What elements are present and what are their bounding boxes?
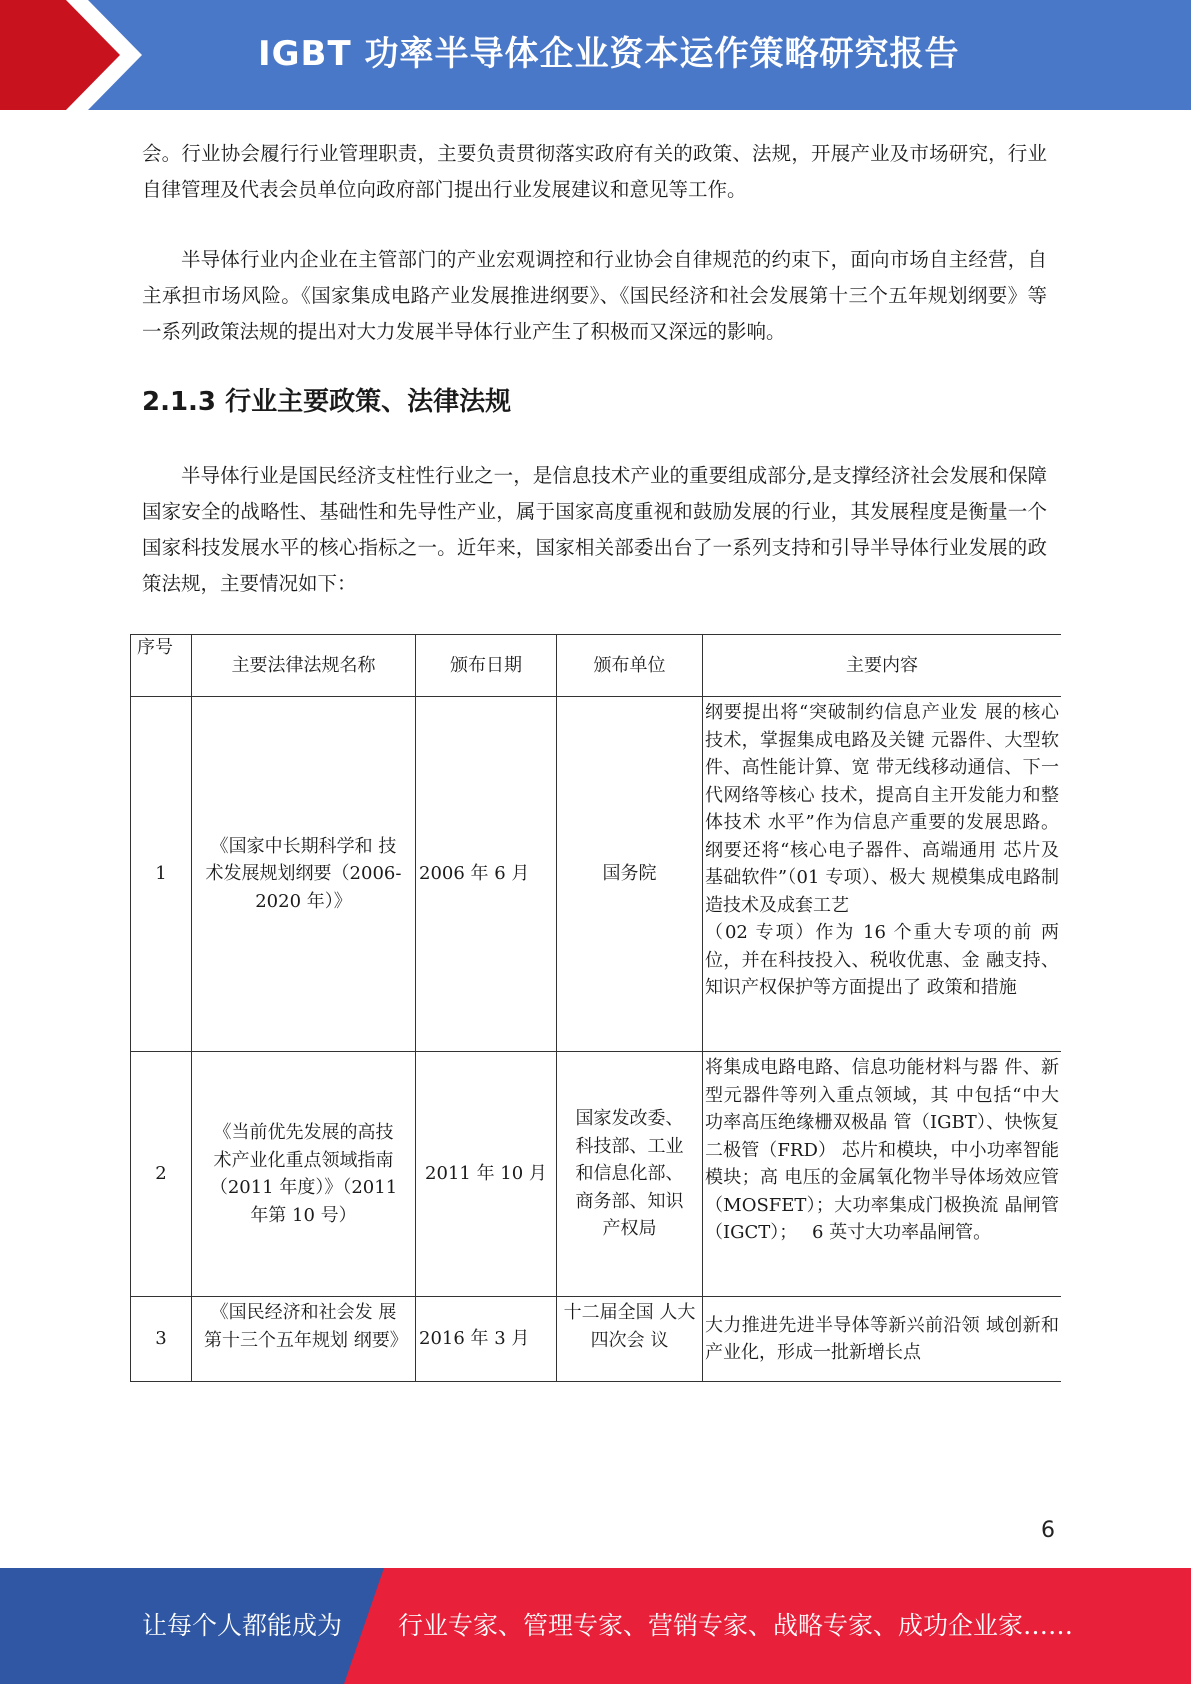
footer-slogan-right: 行业专家、管理专家、营销专家、战略专家、成功企业家…… (398, 1611, 1074, 1640)
cell-no: 1 (131, 697, 192, 1052)
paragraph-industry-association: 会。行业协会履行行业管理职责，主要负责贯彻落实政府有关的政策、法规，开展产业及市场研究，行业自律管理及代表会员单位向政府部门提出行业发展建议和意见等工作。 (142, 142, 1047, 201)
cell-name: 《国家中长期科学和 技术发展规划纲要（2006-2020 年）》 (192, 697, 416, 1052)
cell-content-part: 将集成电路电路、信息功能材料与器 件、新型元器件等列入重点领域，其 中包括“中大功率高压绝缘栅双极晶 管（IGBT）、快恢复二极管（FRD） 芯片和模块，中小功率智能模块；高 电压的金属氧化物半导体场效应管 （MOSFET）；大功率集成门极换流 晶闸管（IGCT）； 6 英寸大功率晶闸管。 (705, 1057, 1059, 1243)
cell-name: 《国民经济和社会发 展第十三个五年规划 纲要》 (192, 1297, 416, 1382)
cell-date: 2011 年 10 月 (416, 1052, 557, 1297)
policy-table (130, 634, 1061, 1382)
cell-no: 2 (131, 1052, 192, 1297)
cell-content-part: 纲要提出将“突破制约信息产业发 展的核心技术，掌握集成电路及关键 元器件、大型软件、高性能计算、宽 带无线移动通信、下一代网络等核心 技术，提高自主开发能力和整体技术 水平”作为信息产重要的发展思路。 纲要还将“核心电子器件、高端通用 芯片及基础软件”（01 专项）、极大 规模集成电路制造技术及成套工艺 (705, 702, 1059, 916)
cell-issuer: 十二届全国 人大四次会 议 (557, 1297, 703, 1382)
footer-slogan-left: 让每个人都能成为 (142, 1611, 343, 1640)
header-issuer: 颁布单位 (557, 635, 703, 697)
table-row (131, 1052, 1062, 1297)
header-no: 序号 (131, 635, 192, 697)
cell-issuer: 国家发改委、科技部、工业和信息化部、商务部、知识产权局 (557, 1052, 703, 1297)
cell-content (703, 1297, 1062, 1382)
policy-table-wrapper (130, 634, 1061, 1382)
cell-no: 3 (131, 1297, 192, 1382)
report-title: IGBT 功率半导体企业资本运作策略研究报告 (258, 34, 960, 74)
cell-content-part: 大力推进先进半导体等新兴前沿领 域创新和产业化，形成一批新增长点 (705, 1314, 1059, 1363)
page-header (0, 0, 1191, 110)
paragraph-market-autonomy: 半导体行业内企业在主管部门的产业宏观调控和行业协会自律规范的约束下，面向市场自主经营，自主承担市场风险。《国家集成电路产业发展推进纲要》、《国民经济和社会发展第十三个五年规划纲要》等一系列政策法规的提出对大力发展半导体行业产生了积极而又深远的影响。 (142, 248, 1047, 343)
cell-content (703, 697, 1062, 1052)
section-heading: 2.1.3 行业主要政策、法律法规 (142, 387, 512, 417)
page-footer (0, 1568, 1191, 1684)
cell-date: 2006 年 6 月 (416, 697, 557, 1052)
page-number: 6 (1041, 1518, 1055, 1543)
table-header-row (131, 635, 1062, 697)
table-row (131, 1297, 1062, 1382)
paragraph-policy-intro: 半导体行业是国民经济支柱性行业之一，是信息技术产业的重要组成部分,是支撑经济社会发展和保障国家安全的战略性、基础性和先导性产业，属于国家高度重视和鼓励发展的行业，其发展程度是衡量一个国家科技发展水平的核心指标之一。近年来，国家相关部委出台了一系列支持和引导半导体行业发展的政策法规，主要情况如下： (142, 464, 1047, 595)
table-row (131, 697, 1062, 1052)
header-date: 颁布日期 (416, 635, 557, 697)
cell-issuer: 国务院 (557, 697, 703, 1052)
cell-name: 《当前优先发展的高技术产业化重点领域指南（2011 年度）》（2011 年第 10 号） (192, 1052, 416, 1297)
cell-content (703, 1052, 1062, 1297)
header-name: 主要法律法规名称 (192, 635, 416, 697)
header-arrow-icon (0, 0, 160, 110)
header-content: 主要内容 (703, 635, 1062, 697)
cell-date: 2016 年 3 月 (416, 1297, 557, 1382)
cell-content-part: （02 专项）作为 16 个重大专项的前 两位，并在科技投入、税收优惠、金 融支持、知识产权保护等方面提出了 政策和措施 (705, 922, 1059, 998)
